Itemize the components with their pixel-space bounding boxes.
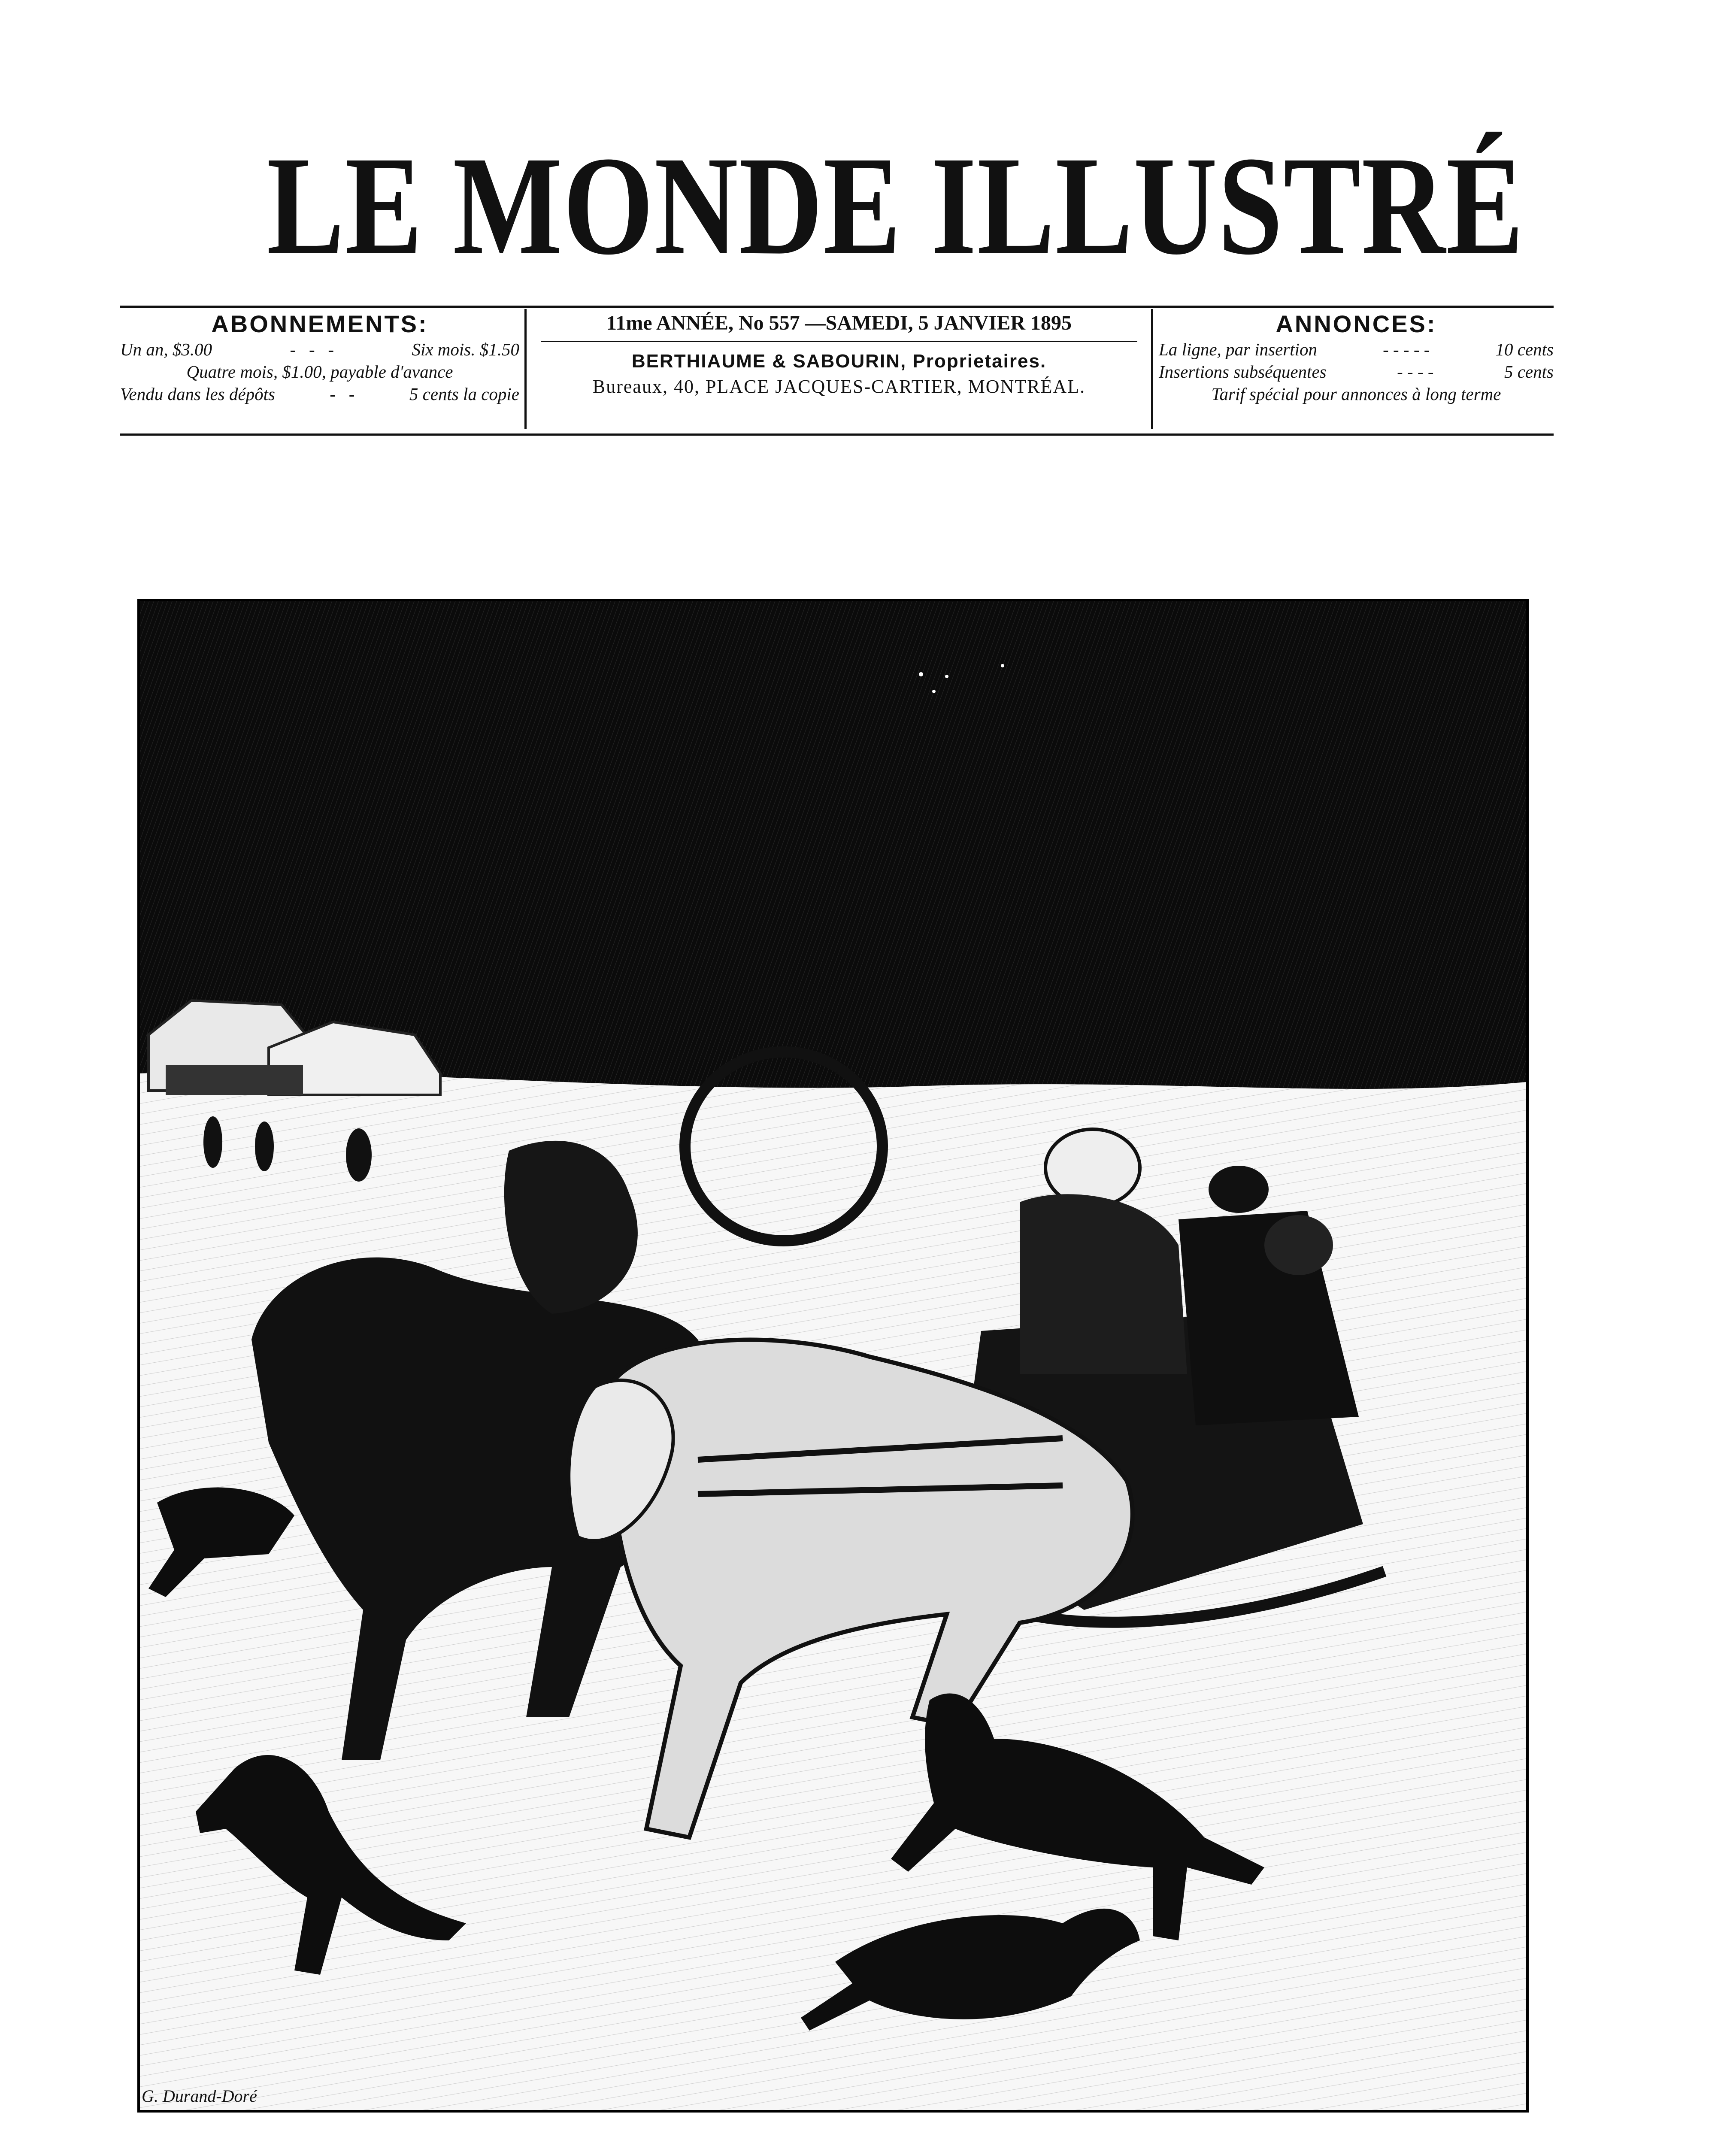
subscriptions-panel <box>120 310 519 432</box>
ad-line-label: La ligne, par insertion <box>1159 339 1318 359</box>
ad-subsequent-price: 5 cents <box>1504 362 1554 382</box>
masthead <box>129 124 1545 288</box>
sold-row <box>120 383 519 405</box>
advertisements-panel <box>1159 310 1554 432</box>
address: Bureaux, 40, PLACE JACQUES-CARTIER, MONTRÉAL. <box>592 376 1086 397</box>
ad-subsequent-label: Insertions subséquentes <box>1159 362 1327 382</box>
artist-signature: G. Durand-Doré <box>142 2086 257 2106</box>
rate-year: Un an, $3.00 <box>120 339 212 359</box>
sold-dashes: - - <box>330 384 355 404</box>
ad-subsequent-dashes: - - - - <box>1397 362 1434 382</box>
rate-four-months: Quatre mois, $1.00, payable d'avance <box>186 362 453 382</box>
edition-rule <box>541 341 1137 342</box>
sold-where: Vendu dans les dépôts <box>120 384 275 404</box>
sold-price: 5 cents la copie <box>409 384 519 404</box>
edition-line <box>532 310 1146 336</box>
rate-six-months: Six mois. $1.50 <box>412 339 519 359</box>
edition-panel <box>532 310 1146 432</box>
header-divider-right <box>1151 309 1153 429</box>
subscription-rates-row <box>120 338 519 361</box>
subscriptions-heading: ABONNEMENTS: <box>211 310 428 337</box>
header-top-rule <box>120 306 1554 308</box>
advertisements-heading: ANNONCES: <box>1275 310 1437 337</box>
ad-line-row <box>1159 338 1554 361</box>
night-sky <box>140 601 1526 1095</box>
engraving-sleigh-wolves <box>140 601 1526 2110</box>
rate-dashes: - - - <box>290 339 334 359</box>
newspaper-title: LE MONDE ILLUSTRÉ <box>267 127 1524 284</box>
publishers: BERTHIAUME & SABOURIN, Proprietaires. <box>631 351 1047 372</box>
edition-number: 11me ANNÉE, No 557 <box>606 312 800 334</box>
header-divider-left <box>524 309 527 429</box>
ad-line-price: 10 cents <box>1495 339 1554 359</box>
header-bottom-rule <box>120 433 1554 436</box>
ad-line-dashes: - - - - - <box>1383 339 1430 359</box>
ad-subsequent-row <box>1159 361 1554 383</box>
cover-illustration <box>137 599 1529 2113</box>
ad-special: Tarif spécial pour annonces à long terme <box>1211 384 1501 404</box>
edition-date: —SAMEDI, 5 JANVIER 1895 <box>805 312 1072 334</box>
